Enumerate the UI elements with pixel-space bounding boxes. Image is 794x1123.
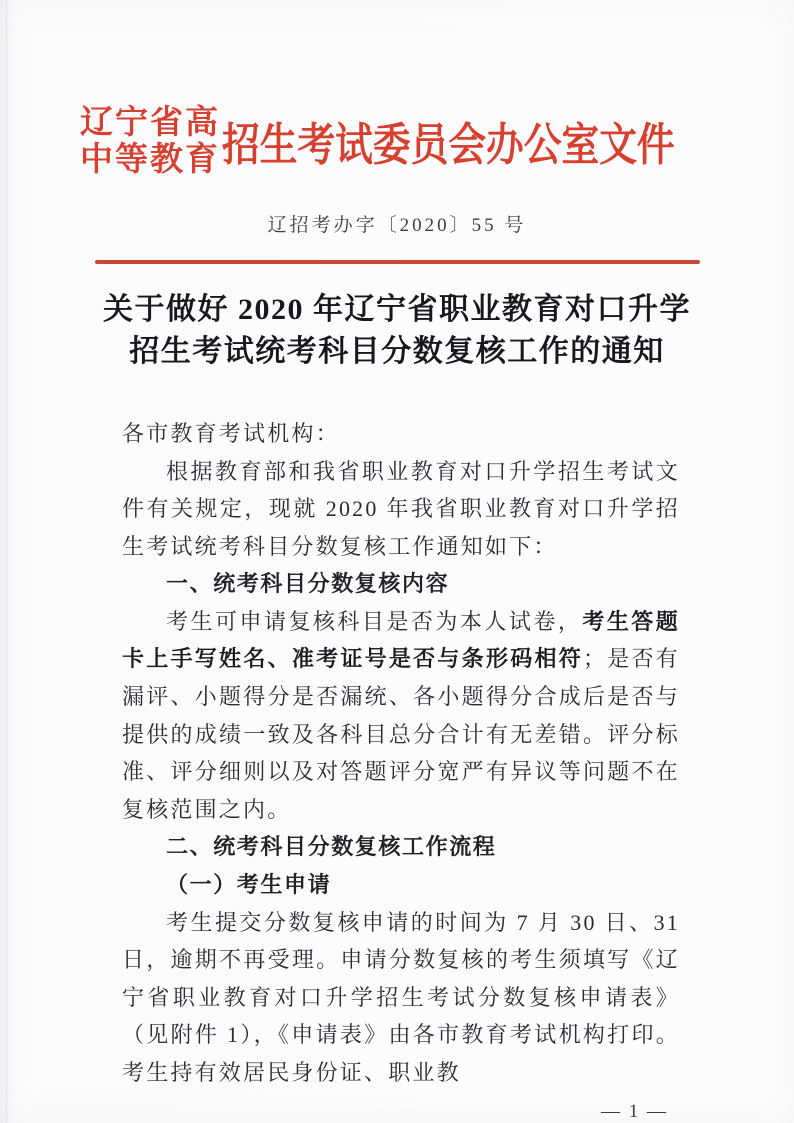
red-divider xyxy=(95,260,700,264)
salutation: 各市教育考试机构： xyxy=(122,420,340,446)
paragraph-intro: 根据教育部和我省职业教育对口升学招生考试文件有关规定，现就 2020 年我省职业教育对口升学招生考试统考科目分数复核工作通知如下： xyxy=(122,458,680,559)
org-name-stacked xyxy=(80,104,220,178)
subsection-heading-2-1: （一）考生申请 xyxy=(166,872,332,898)
paragraph-application: 考生提交分数复核申请的时间为 7 月 30 日、31 日，逾期不再受理。申请分数复核的考生须填写《辽宁省职业教育对口升学招生考试分数复核申请表》（见附件 1），《申请表》由各市教育考试机构打印。考生持有效居民身份证、职业教 xyxy=(122,909,680,1085)
paragraph-review-run1: 考生可申请复核科目是否为本人试卷， xyxy=(166,608,583,634)
section-heading-2: 二、统考科目分数复核工作流程 xyxy=(166,834,497,860)
letterhead xyxy=(0,0,794,178)
org-name-stacked-line1: 辽宁省高 xyxy=(80,103,220,140)
document-title xyxy=(0,289,794,373)
paragraph-review-bold-run: 考生答题卡上手写姓名、准考证号是否与条形码相符 xyxy=(122,608,680,672)
section-heading-1: 一、统考科目分数复核内容 xyxy=(166,571,450,597)
page-number: — 1 — xyxy=(601,1100,668,1122)
document-title-line2: 招生考试统考科目分数复核工作的通知 xyxy=(129,334,665,368)
body-text xyxy=(0,415,794,1092)
paragraph-review-run3: ；是否有漏评、小题得分是否漏统、各小题得分合成后是否与提供的成绩一致及各科目总分合计有无差错。评分标准、评分细则以及对答题评分宽严有异议等问题不在复核范围之内。 xyxy=(122,646,680,822)
document-title-line1: 关于做好 2020 年辽宁省职业教育对口升学 xyxy=(103,292,691,326)
org-name-stacked-line2: 中等教育 xyxy=(80,139,220,177)
paragraph-review-scope xyxy=(122,603,680,829)
org-name-main: 招生考试委员会办公室文件 xyxy=(222,119,675,171)
doc-number: 辽招考办字〔2020〕55 号 xyxy=(267,214,527,236)
